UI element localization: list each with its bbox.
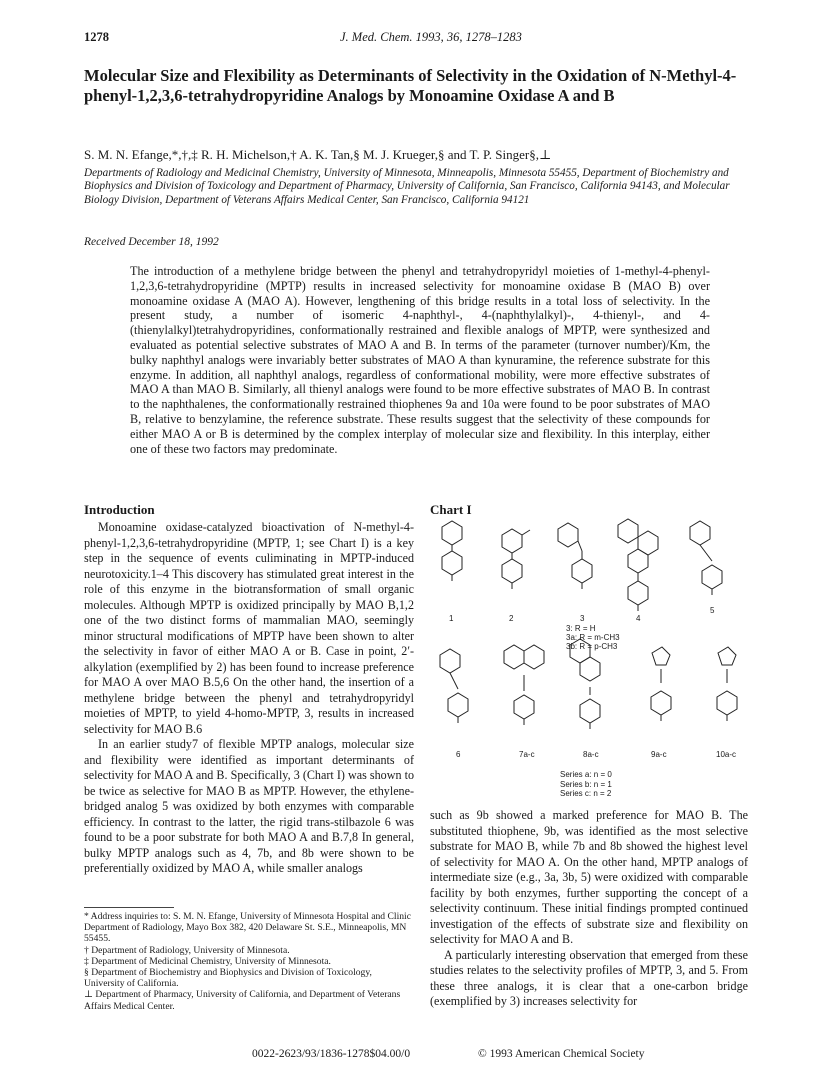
- footer-copyright: © 1993 American Chemical Society: [478, 1048, 645, 1060]
- structure-7: [504, 645, 544, 725]
- right-paragraph-2: A particularly interesting observation that emerged from these studies relates to the selectivity profiles of MPTP, 3, and 5. From these three analogs, it is clear that a one-carbon bridge (exemplified by 3) increases selectivity for: [430, 947, 748, 1008]
- structure-2: [502, 529, 530, 589]
- compound-label-4: 4: [636, 614, 641, 623]
- compound-3-variants: [566, 624, 620, 651]
- compound-label-8: 8a-c: [583, 750, 599, 759]
- abstract: The introduction of a methylene bridge between the phenyl and tetrahydropyridyl moieties of 1-methyl-4-phenyl-1,2,3,6-tetrahydropyridine (MPTP) results in increased selectivity for monoamine oxidase B (MAO B) over monoamine oxidase A (MAO A). However, lengthening of this bridge results in a total loss of selectivity. In the present study, a number of isomeric 4-naphthyl-, 4-(naphthylalkyl)-, 4-thienyl-, and 4-(thienylalkyl)tetrahydropyridines, conformationally restrained and flexible analogs of MPTP, were synthesized and evaluated as potential selective substrates of MAO A and B. In terms of the parameter (turnover number)/Km, the bulky naphthyl analogs were invariably better substrates of MAO A than kynuramine, the reference substrate for this enzyme. In addition, all naphthyl analogs, regardless of conformational mobility, were more effective substrates of MAO A than MAO B. Similarly, all thienyl analogs were found to be more effective substrates of MAO B. In contrast to the naphthalenes, the conformationally restrained thiophenes 9a and 10a were found to be poor substrates of MAO B, relative to benzylamine, the reference substrate. These results suggest that the selectivity of these compounds for either MAO A or B is determined by the complex interplay of molecular size and flexibility. In this interplay, either one of these two factors may predominate.: [130, 264, 710, 456]
- footnote-rule: [84, 907, 174, 908]
- footer-code: 0022-2623/93/1836-1278$04.00/0: [252, 1048, 411, 1060]
- series-legend: [560, 770, 612, 799]
- right-paragraph-1: such as 9b showed a marked preference for MAO B. The substituted thiophene, 9b, was identified as the most selective substrate for MAO B, while 7b and 8b showed the highest level of selectivity for MAO A. On the other hand, MPTP analogs of intermediate size (e.g., 3a, 3b, 5) were oxidized with comparable facility by both enzymes, further supporting the concept of a selectivity continuum. These initial findings prompted continued investigation of the effects of substrate size and flexibility on selectivity for MAO A and B.: [430, 808, 748, 946]
- compound-label-10: 10a-c: [716, 750, 737, 759]
- footnote-biochem: § Department of Biochemistry and Biophysics and Division of Toxicology, University of California.: [84, 967, 372, 990]
- footnote-address: * Address inquiries to: S. M. N. Efange, University of Minnesota Hospital and Clinic Department of Radiology, Mayo Box 382, 420 Delaware St. S.E., Minneapolis, MN 55455.: [84, 911, 411, 945]
- structure-1: [442, 521, 462, 581]
- received-date: Received December 18, 1992: [84, 236, 219, 248]
- structure-4: [618, 519, 658, 611]
- compound-label-7: 7a-c: [519, 750, 535, 759]
- intro-text: [84, 520, 414, 877]
- footnote-radiology: † Department of Radiology, University of Minnesota.: [84, 944, 290, 956]
- article-title: Molecular Size and Flexibility as Determinants of Selectivity in the Oxidation of N-Methyl-4-phenyl-1,2,3,6-tetrahydropyridine Analogs by Monoamine Oxidase A and B: [84, 66, 737, 105]
- journal-header: J. Med. Chem. 1993, 36, 1278–1283: [340, 30, 522, 44]
- structure-3: [558, 523, 592, 589]
- footnote-medchem: ‡ Department of Medicinal Chemistry, University of Minnesota.: [84, 955, 331, 967]
- intro-paragraph-1: Monoamine oxidase-catalyzed bioactivation of N-methyl-4-phenyl-1,2,3,6-tetrahydropyridine (MPTP, 1; see Chart I) is a key step in the sequence of events culiminating in MPTP-induced neurotoxicity.1–4 This discovery has stimulated great interest in the role of this enzyme in the biotransformation of small organic molecules. Although MPTP is oxidized principally by MAO B,1,2 one of the two distinct forms of mammalian MAO, seemingly minor structural modifications of MPTP have been shown to alter the selectivity in favor of either MAO A or B. Case in point, 2′-alkylation (exemplified by 2) has been found to increase preference for MAO A over MAO B.5,6 On the other hand, the insertion of a methylene bridge between the phenyl and tetrahydropyridyl moieties of MPTP, to yield 4-homo-MPTP, 3, results in increased selectivity for MAO B.6: [84, 520, 414, 736]
- chart-heading: Chart I: [430, 502, 472, 517]
- structure-9: [651, 647, 671, 721]
- compound-label-5: 5: [710, 606, 715, 615]
- author-list: S. M. N. Efange,*,†,‡ R. H. Michelson,† A. K. Tan,§ M. J. Krueger,§ and T. P. Singer§,⊥: [84, 147, 552, 162]
- series-c: Series c: n = 2: [560, 789, 612, 798]
- footnotes: [84, 911, 414, 1012]
- intro-heading: Introduction: [84, 502, 155, 517]
- structure-5: [690, 521, 722, 595]
- affiliations: Departments of Radiology and Medicinal Chemistry, University of Minnesota, Minneapolis, Minnesota 55455, Department of Biochemistry and Biophysics and Division of Toxicology and Department of Pharmacy, University of California, San Francisco, California 94143, and Molecular Biology Division, Department of Veterans Affairs Medical Center, San Francisco, California 94121: [84, 167, 730, 206]
- compound-label-2: 2: [509, 614, 514, 623]
- series-b: Series b: n = 1: [560, 779, 612, 789]
- intro-paragraph-2: In an earlier study7 of flexible MPTP analogs, molecular size and flexibility were identified as important determinants of selectivity for MAO A and B. Specifically, 3 (Chart I) was shown to be twice as selective for MAO B as MPTP. However, the ethylene-bridged analog 5 was oxidized by both enzymes with comparable efficiency. In contrast to the latter, the rigid trans-stilbazole 6 was found to be a poor substrate for both MAO A and B.7,8 In general, bulky MPTP analogs such as 4, 7b, and 8b were shown to be preferentially oxidized by MAO A, while smaller analogs: [84, 737, 414, 875]
- structure-10: [717, 647, 737, 721]
- structure-6: [440, 649, 468, 723]
- compound-label-3: 3: [580, 614, 585, 623]
- compound-3b: 3b: R = p-CH3: [566, 642, 618, 651]
- compound-3-r-h: 3: R = H: [566, 624, 596, 633]
- series-a: Series a: n = 0: [560, 770, 612, 779]
- page-number: 1278: [84, 30, 109, 44]
- compound-label-1: 1: [449, 614, 454, 623]
- compound-label-9: 9a-c: [651, 750, 667, 759]
- right-column-text: [430, 808, 748, 1010]
- compound-3a: 3a: R = m-CH3: [566, 633, 620, 642]
- structure-8: [570, 639, 600, 729]
- compound-label-6: 6: [456, 750, 461, 759]
- footnote-pharmacy: ⊥ Department of Pharmacy, University of California, and Department of Veterans Affairs Medical Center.: [84, 989, 401, 1012]
